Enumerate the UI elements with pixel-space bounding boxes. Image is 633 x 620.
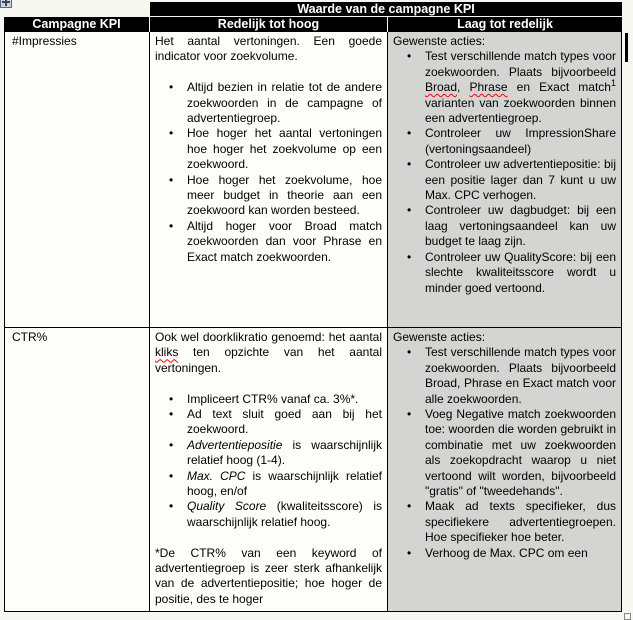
list-item-text: [187, 407, 382, 438]
italic-text-run: Quality Score: [187, 499, 267, 514]
paragraph: [393, 34, 616, 49]
text-run: Test verschillende match types voor zoekwoorden. Plaats bijvoorbeeld: [425, 49, 616, 79]
text-run: ten opzichte van het aantal vertoningen.: [155, 345, 382, 375]
text-run: Impliceert CTR% vanaf ca. 3%*.: [187, 391, 359, 406]
bullet-list: [155, 392, 382, 531]
bullet-dot-icon: •: [407, 203, 412, 218]
bullet-dot-icon: •: [169, 499, 174, 514]
list-item-text: [187, 219, 382, 265]
list-item-text: [425, 126, 616, 157]
list-item: [155, 219, 382, 265]
list-item: [155, 392, 382, 407]
list-item: [393, 126, 616, 157]
bullet-dot-icon: •: [407, 499, 412, 514]
text-run: varianten van zoekwoorden binnen een advertentiegroep.: [425, 95, 616, 126]
italic-text-run: Advertentiepositie: [187, 437, 283, 452]
text-run: Voeg Negative match zoekwoorden toe: woorden die worden gebruikt in combinatie met uw zoekwoorden als zoekopdracht waarop u niet vertoond wilt worden, bijvoorbeeld "gratis" of "tweedehands".: [425, 407, 616, 499]
col-header-laag-tot-redelijk: Laag tot redelijk: [388, 17, 622, 32]
list-item-text: [187, 499, 382, 530]
list-item: [155, 438, 382, 469]
list-item-text: [425, 407, 616, 499]
text-run: Controleer uw ImpressionShare (vertoningsaandeel): [425, 126, 616, 156]
bullet-list: [155, 80, 382, 265]
text-run: is waarschijnlijk relatief hoog, en/of: [187, 468, 382, 499]
bullet-dot-icon: •: [407, 407, 412, 422]
bullet-dot-icon: •: [169, 437, 174, 452]
list-item: [155, 80, 382, 126]
text-run: Test verschillende match types voor zoekwoorden. Plaats bijvoorbeeld Broad, Phrase en Exact match voor alle zoekwoorden.: [425, 345, 616, 406]
list-item: [393, 546, 616, 561]
kpi-name-cell: CTR%: [4, 328, 150, 612]
list-item: [155, 173, 382, 219]
text-run: Gewenste acties:: [393, 34, 486, 48]
low-value-cell: [388, 328, 622, 612]
text-run: Controleer uw advertentiepositie: bij een positie lager dan 7 kunt u uw Max. CPC verhogen.: [425, 157, 616, 203]
blank-line: [155, 65, 382, 80]
blank-line: [155, 530, 382, 545]
text-run: Ook wel doorklikratio genoemd: het aantal: [155, 330, 382, 344]
misspelled-word: kliks: [155, 345, 179, 360]
list-item-text: [425, 157, 616, 203]
blank-line: [155, 376, 382, 391]
list-item: [393, 203, 616, 249]
paragraph: [393, 330, 616, 345]
bullet-dot-icon: •: [407, 249, 412, 264]
footnote-reference: 1: [610, 78, 616, 89]
text-run: is waarschijnlijk relatief hoog (1-4).: [187, 437, 382, 468]
text-run: (kwaliteitsscore) is waarschijnlijk relatief hoog.: [187, 499, 382, 529]
kpi-name-cell: #Impressies: [4, 32, 150, 328]
bullet-list: [393, 49, 616, 296]
text-run: Verhoog de Max. CPC om een: [425, 545, 588, 560]
list-item-text: [187, 392, 382, 407]
col-header-campagne-kpi: Campagne KPI: [4, 17, 150, 32]
misspelled-word: Phrase: [469, 80, 508, 95]
misspelled-word: Broad: [425, 80, 458, 95]
table-resize-handle-icon[interactable]: [624, 613, 631, 620]
bullet-dot-icon: •: [169, 468, 174, 483]
list-item-text: [425, 546, 616, 561]
high-value-cell: [150, 32, 388, 328]
text-run: Maak ad texts specifieker, dus specifiekere advertentiegroepen. Hoe specifieker hoe beter.: [425, 499, 616, 545]
list-item: [393, 345, 616, 407]
list-item-text: [425, 203, 616, 249]
bullet-dot-icon: •: [407, 126, 412, 141]
list-item: [393, 499, 616, 545]
bullet-dot-icon: •: [407, 49, 412, 64]
bullet-dot-icon: •: [169, 172, 174, 187]
text-run: Hoe hoger het zoekvolume, hoe meer budget in theorie aan een zoekwoord kan worden besteed.: [187, 172, 382, 218]
list-item-text: [425, 345, 616, 407]
text-run: Altijd hoger voor Broad match zoekwoorden dan voor Phrase en Exact match zoekwoorden.: [187, 218, 382, 264]
bullet-dot-icon: •: [169, 407, 174, 422]
bullet-dot-icon: •: [169, 126, 174, 141]
list-item: [155, 469, 382, 500]
kpi-table: [4, 2, 622, 612]
list-item-text: [425, 250, 616, 296]
text-run: Hoe hoger het aantal vertoningen hoe hoger het zoekvolume op een zoekwoord.: [187, 126, 382, 172]
col-header-redelijk-tot-hoog: Redelijk tot hoog: [150, 17, 388, 32]
list-item-text: [425, 499, 616, 545]
bullet-dot-icon: •: [169, 391, 174, 406]
list-item-text: [187, 438, 382, 469]
italic-text-run: Max. CPC: [187, 468, 246, 483]
text-run: ,: [457, 80, 470, 95]
paragraph: [155, 546, 382, 608]
text-run: Het aantal vertoningen. Een goede indicator voor zoekvolume.: [155, 34, 382, 64]
bullet-dot-icon: •: [407, 345, 412, 360]
list-item-text: [187, 173, 382, 219]
text-run: Altijd bezien in relatie tot de andere zoekwoorden in de campagne of advertentiegroep.: [187, 80, 382, 126]
text-run: Controleer uw dagbudget: bij een laag vertoningsaandeel kan uw budget te laag zijn.: [425, 203, 616, 249]
list-item: [393, 407, 616, 499]
table-title: Waarde van de campagne KPI: [150, 2, 622, 17]
list-item: [155, 407, 382, 438]
list-item-text: [187, 469, 382, 500]
text-run: en Exact match: [507, 80, 611, 95]
text-run: *De CTR% van een keyword of advertentiegroep is zeer sterk afhankelijk van de advertentiepositie; hoe hoger de positie, des te hoger: [155, 545, 382, 606]
list-item-text: [187, 80, 382, 126]
list-item: [393, 250, 616, 296]
bullet-dot-icon: •: [407, 545, 412, 560]
list-item-text: [187, 126, 382, 172]
list-item: [393, 49, 616, 126]
bullet-dot-icon: •: [169, 80, 174, 95]
text-run: Ad text sluit goed aan bij het zoekwoord.: [187, 407, 382, 437]
bullet-dot-icon: •: [169, 218, 174, 233]
paragraph: [155, 34, 382, 65]
list-item: [393, 157, 616, 203]
low-value-cell: [388, 32, 622, 328]
high-value-cell: [150, 328, 388, 612]
bullet-list: [393, 345, 616, 561]
list-item: [155, 126, 382, 172]
text-run: Controleer uw QualityScore: bij een slechte kwaliteitsscore wordt u minder goed vertoond.: [425, 249, 616, 295]
text-caret: [625, 33, 628, 62]
list-item: [155, 499, 382, 530]
list-item-text: [425, 49, 616, 126]
text-run: Gewenste acties:: [393, 330, 486, 344]
bullet-dot-icon: •: [407, 157, 412, 172]
paragraph: [155, 330, 382, 376]
table-header-empty-corner: [4, 2, 150, 17]
